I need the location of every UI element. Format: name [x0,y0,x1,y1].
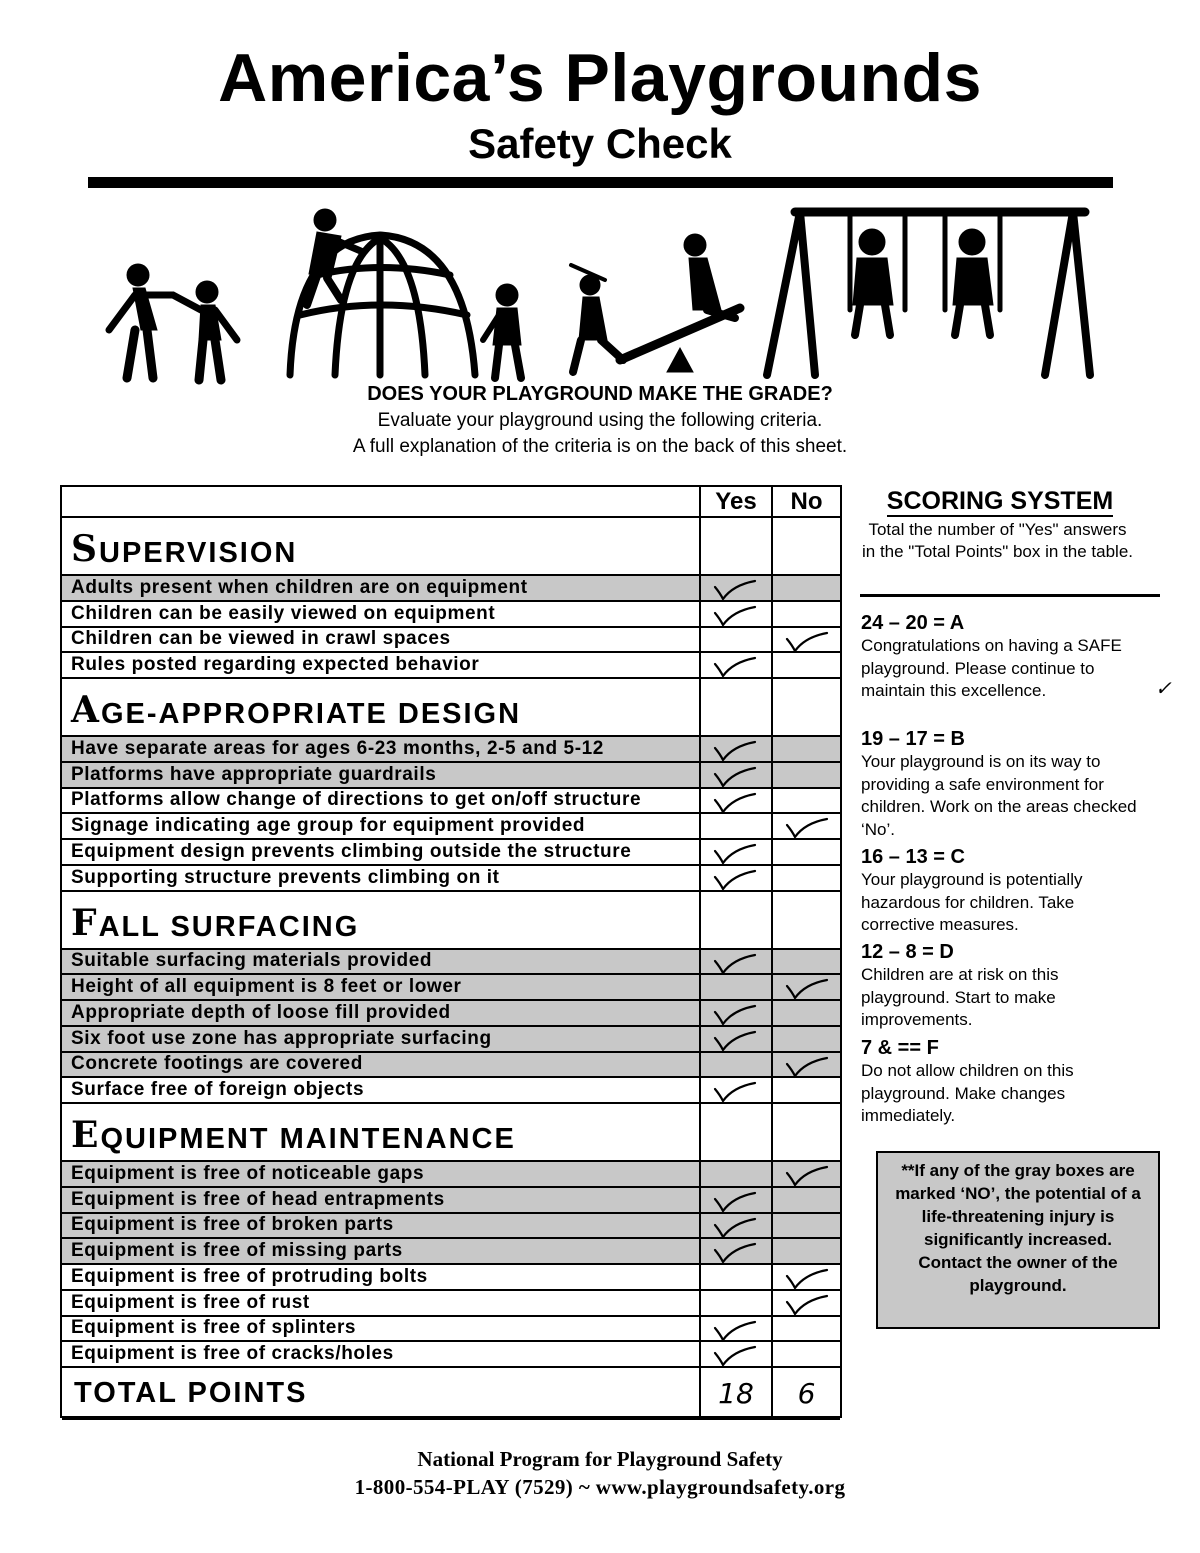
row-label: Equipment is free of splinters [71,1317,357,1339]
handwritten-check-mark-icon [711,656,761,678]
handwritten-check-mark-icon [711,843,761,865]
page-title: America’s Playgrounds [218,40,982,116]
row-label: Equipment is free of rust [71,1291,310,1313]
intro-question: DOES YOUR PLAYGROUND MAKE THE GRADE? [367,383,833,405]
yes-cell[interactable] [699,840,771,864]
yes-cell[interactable] [699,653,771,677]
no-cell[interactable] [771,737,840,761]
row-label: Children can be easily viewed on equipment [71,602,496,624]
no-cell [771,679,840,735]
handwritten-check-mark-icon [783,817,833,839]
section-title: UPERVISION [99,537,298,569]
checklist-row [62,975,840,1001]
handwritten-check-mark-icon [711,1191,761,1213]
no-cell[interactable] [771,1078,840,1102]
checklist-row [62,653,840,679]
yes-cell[interactable] [699,814,771,838]
grade-description: Congratulations on having a SAFE playground. Please continue to maintain this excellence. [861,636,1122,700]
handwritten-check-mark-icon [711,1345,761,1367]
row-label: Height of all equipment is 8 feet or lower [62,975,699,999]
footer-contact: 1-800-554-PLAY (7529) ~ www.playgroundsafety.org [354,1475,846,1499]
footer-organization: National Program for Playground Safety [417,1447,783,1471]
no-cell[interactable] [771,1265,840,1289]
yes-cell[interactable] [699,737,771,761]
child-beside-dome-figure [483,284,521,378]
grade-entry [861,611,1141,703]
yes-cell[interactable] [699,1078,771,1102]
no-cell[interactable] [771,1162,840,1186]
section-header-row [62,892,840,950]
checklist-row [62,814,840,840]
yes-cell[interactable] [699,1053,771,1077]
checklist-row [62,1239,840,1265]
yes-cell[interactable] [699,789,771,813]
section-initial: S [71,528,99,570]
handwritten-check-mark-icon [783,978,833,1000]
grade-range: 7 & == F [861,1037,939,1059]
handwritten-check-mark-icon [783,1294,833,1316]
yes-cell [699,1104,771,1160]
row-label: Equipment is free of broken parts [62,1214,699,1238]
child-climbing-dome-figure [307,209,363,305]
total-no-value: 6 [771,1368,840,1418]
section-initial: A [71,689,101,731]
total-points-label: TOTAL POINTS [74,1376,308,1409]
handwritten-check-mark-icon [711,766,761,788]
title-divider [88,177,1113,188]
checklist-row [62,950,840,976]
checklist-row [62,1265,840,1291]
checklist-row [62,1027,840,1053]
handwritten-check-mark-icon [711,579,761,601]
handwritten-check-mark-icon [783,1268,833,1290]
handwritten-check-mark-icon [783,1056,833,1078]
grade-description: Do not allow children on this playground. Make changes immediately. [861,1061,1074,1125]
row-label: Equipment design prevents climbing outside the structure [71,840,632,862]
handwritten-check-mark-icon [711,1081,761,1103]
row-label: Equipment is free of cracks/holes [71,1343,394,1365]
checklist-row [62,840,840,866]
row-label: Equipment is free of missing parts [62,1239,699,1263]
section-title: ALL SURFACING [98,910,360,943]
checklist-row [62,628,840,654]
no-cell[interactable] [771,628,840,652]
yes-cell[interactable] [699,1162,771,1186]
row-label: Equipment is free of head entrapments [62,1188,699,1212]
handwritten-check-mark-icon [711,792,761,814]
seesaw-figure [571,234,740,372]
yes-cell[interactable] [699,1188,771,1212]
checklist-row [62,1342,840,1368]
handwritten-check-mark-icon [711,1320,761,1342]
page-subtitle: Safety Check [468,120,732,167]
row-label: Equipment is free of noticeable gaps [62,1162,699,1186]
no-cell[interactable] [771,866,840,890]
checklist-row [62,1162,840,1188]
yes-cell[interactable] [699,602,771,626]
grade-range: 16 – 13 = C [861,846,965,868]
section-header-row [62,1104,840,1162]
scoring-intro: Total the number of "Yes" answers in the "Total Points" box in the table. [861,520,1133,561]
handwritten-check-mark-icon [783,1165,833,1187]
row-label [62,518,699,574]
section-title: QUIPMENT MAINTENANCE [100,1123,516,1155]
no-cell[interactable] [771,1001,840,1025]
no-cell [771,1104,840,1160]
yes-cell[interactable] [699,763,771,787]
no-cell [771,892,840,948]
checklist-row [62,1053,840,1079]
total-points-row [62,1368,840,1420]
no-column-header: No [771,487,840,516]
no-cell[interactable] [771,950,840,974]
yes-cell [699,892,771,948]
yes-cell[interactable] [699,1342,771,1366]
handwritten-check-mark-icon [783,631,833,653]
yes-cell[interactable] [699,576,771,600]
safety-checklist-table [60,485,842,1418]
grade-entry [861,1036,1141,1128]
yes-cell[interactable] [699,1317,771,1341]
grade-entry [861,845,1141,937]
checklist-row [62,866,840,892]
handwritten-check-mark-icon [711,740,761,762]
row-label: Have separate areas for ages 6-23 months, 2-5 and 5-12 [62,737,699,761]
no-cell[interactable] [771,763,840,787]
no-cell[interactable] [771,1291,840,1315]
yes-cell[interactable] [699,1214,771,1238]
row-label: Supporting structure prevents climbing on it [71,866,500,888]
no-cell[interactable] [771,840,840,864]
grade-description: Your playground is potentially hazardous for children. Take corrective measures. [861,870,1083,934]
row-label: Six foot use zone has appropriate surfacing [62,1027,699,1051]
row-label: Concrete footings are covered [62,1053,699,1077]
no-cell[interactable] [771,975,840,999]
no-cell[interactable] [771,653,840,677]
stray-check-mark: ✓ [1155,678,1172,700]
yes-cell[interactable] [699,1239,771,1263]
checklist-row [62,1214,840,1240]
children-holding-hands-figure [109,264,237,380]
no-cell[interactable] [771,789,840,813]
intro-line-1: Evaluate your playground using the following criteria. [377,410,823,431]
grade-entry [861,940,1141,1032]
total-yes-value: 18 [699,1368,771,1418]
row-label: Platforms allow change of directions to get on/off structure [71,789,642,811]
section-initial: E [71,1114,101,1156]
grade-range: 19 – 17 = B [861,728,965,750]
section-initial: F [71,901,99,944]
yes-cell[interactable] [699,1291,771,1315]
checklist-row [62,602,840,628]
scoring-title: SCORING SYSTEM [886,487,1114,515]
checklist-row [62,576,840,602]
yes-cell[interactable] [699,950,771,974]
no-cell[interactable] [771,814,840,838]
no-cell [771,518,840,574]
row-label: Signage indicating age group for equipment provided [71,815,586,837]
checklist-row [62,763,840,789]
row-label: Rules posted regarding expected behavior [71,654,480,676]
checklist-row [62,1317,840,1343]
row-label [62,487,699,516]
no-cell[interactable] [771,576,840,600]
yes-cell [699,518,771,574]
no-cell[interactable] [771,1342,840,1366]
no-cell[interactable] [771,1214,840,1238]
handwritten-check-mark-icon [711,1242,761,1264]
playground-illustration [95,200,1105,385]
row-label: Children can be viewed in crawl spaces [71,628,451,650]
swing-set-figure [767,212,1090,375]
row-label: Appropriate depth of loose fill provided [62,1001,699,1025]
grade-description: Your playground is on its way to providing a safe environment for children. Work on the areas checked ‘No’. [861,752,1137,839]
checklist-row [62,1291,840,1317]
checklist-row [62,1001,840,1027]
grade-range: 24 – 20 = A [861,612,965,634]
section-header-row [62,518,840,576]
intro-line-2: A full explanation of the criteria is on the back of this sheet. [352,436,848,457]
section-header-row [62,679,840,737]
no-cell[interactable] [771,1317,840,1341]
row-label: Platforms have appropriate guardrails [62,763,699,787]
gray-box-warning: **If any of the gray boxes are marked ‘NO’, the potential of a life-threatening injury is significantly increased. Contact the owner of the playground. [876,1151,1160,1329]
handwritten-check-mark-icon [711,605,761,627]
yes-column-header: Yes [699,487,771,516]
yes-cell[interactable] [699,975,771,999]
grade-entry [861,727,1141,841]
row-label [62,1104,699,1160]
no-cell[interactable] [771,1027,840,1051]
checklist-row [62,1078,840,1104]
yes-cell[interactable] [699,866,771,890]
yes-cell[interactable] [699,1265,771,1289]
checklist-row [62,1188,840,1214]
yes-cell[interactable] [699,628,771,652]
grade-description: Children are at risk on this playground. Start to make improvements. [861,965,1059,1029]
row-label: Suitable surfacing materials provided [62,950,699,974]
yes-cell[interactable] [699,1001,771,1025]
section-title: GE-APPROPRIATE DESIGN [100,698,522,730]
yes-cell[interactable] [699,1027,771,1051]
handwritten-check-mark-icon [711,1004,761,1026]
handwritten-check-mark-icon [711,1217,761,1239]
checklist-row [62,737,840,763]
column-header-row [62,487,840,518]
row-label: Surface free of foreign objects [71,1079,365,1101]
no-cell[interactable] [771,1188,840,1212]
handwritten-check-mark-icon [711,953,761,975]
row-label [62,679,699,735]
row-label [62,892,699,948]
no-cell[interactable] [771,1053,840,1077]
row-label: Equipment is free of protruding bolts [71,1265,428,1287]
yes-cell [699,679,771,735]
scoring-divider [860,594,1160,597]
checklist-row [62,789,840,815]
no-cell[interactable] [771,1239,840,1263]
handwritten-check-mark-icon [711,1030,761,1052]
row-label: Adults present when children are on equipment [62,576,699,600]
no-cell[interactable] [771,602,840,626]
handwritten-check-mark-icon [711,869,761,891]
grade-range: 12 – 8 = D [861,941,954,963]
